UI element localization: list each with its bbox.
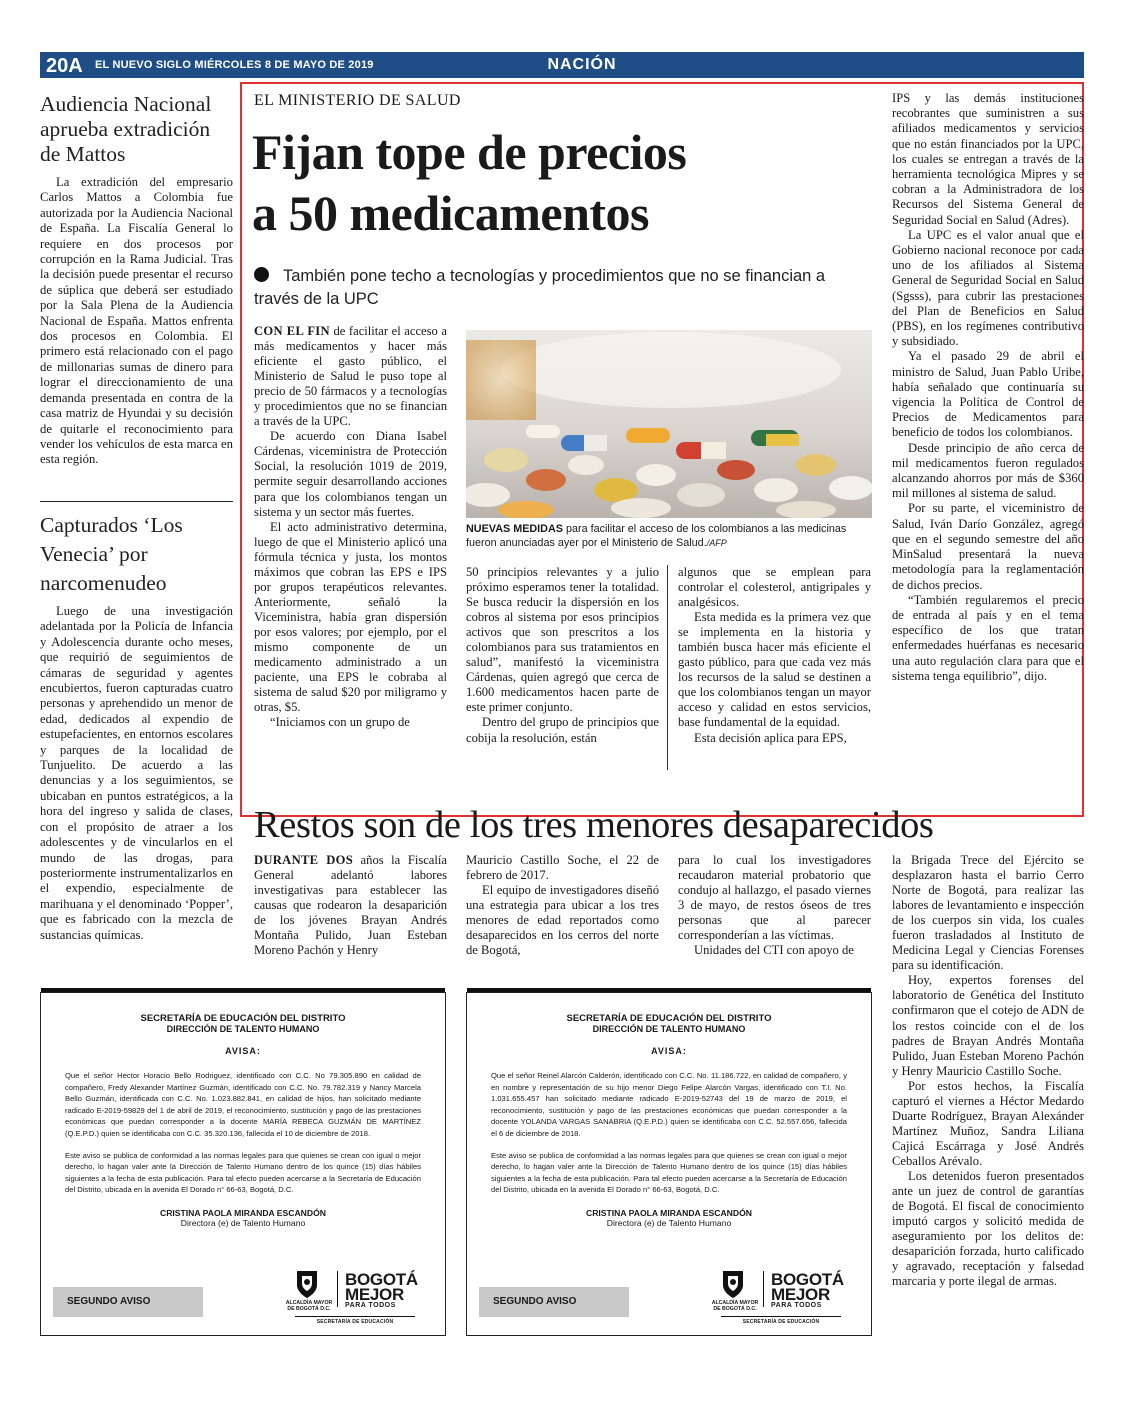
- left-story-2-headline: Capturados ‘Los Venecia’ por narcomenudeo: [40, 513, 183, 595]
- story-headline: [252, 122, 686, 244]
- publication-date: EL NUEVO SIGLO MIÉRCOLES 8 DE MAYO DE 2019: [95, 59, 374, 71]
- story-col4-p3: Ya el pasado 29 de abril el ministro de Salud, Juan Pablo Uribe, había señalado que continuaría su vigencia la Política de Control de Precios de Medicamentos para beneficio de todos los colombianos.: [892, 349, 1084, 440]
- ad-top-rule: [41, 988, 445, 992]
- story-deck-text: También pone techo a tecnologías y procedimientos que no se financian a través de la UPC: [254, 267, 826, 308]
- restos-col3-p1: para lo cual los investigadores recaudaron material probatorio que condujo al hallazgo, el pasado viernes 3 de mayo, de restos óseos de tres personas que al parecer corresponderían a las víctimas.: [678, 853, 871, 943]
- story-headline-line-1: Fijan tope de precios: [252, 124, 687, 180]
- story-column-4: [892, 91, 1084, 684]
- left-story-1-headline: Audiencia Nacional aprueba extradición de Mattos: [40, 92, 212, 166]
- ad-paragraph-1: Que el señor Hector Horacio Bello Rodriguez, identificado con C.C. No 79.305.890 en calidad de compañero, Fredy Alexander Martínez Guzmán, identificado con C.C. No. 79.782.319 y Nancy Marcela Bello Guzmán, identificada con C.C. No. 1.023.882.841, en calidad de hijos, han solicitado mediante radicado E-2019-59829 del 1 de abril de 2019, el reconocimiento, sustitución y pago de las prestaciones económicas que puedan corresponder a la docente MARÍA REBECA GUZMÁN DE MARTÍNEZ (Q.E.P.D.) quien se identificaba con C.C. 35.320.136, fallecida el 10 de diciembre de 2018.: [65, 1071, 421, 1138]
- bogota-logo: [711, 1269, 851, 1329]
- restos-col1-p1: años la Fiscalía General adelantó labores investigativas para establecer las causas que rodearon la desaparición de los jóvenes Brayan Andrés Montaña Pulido, Juan Esteban Moreno Pachón y Henry: [254, 853, 447, 958]
- story-kicker: EL MINISTERIO DE SALUD: [254, 92, 461, 109]
- secretaria-text: SECRETARÍA DE EDUCACIÓN: [721, 1316, 841, 1325]
- story-col1-p3: El acto administrativo determina, luego de que el Ministerio aplicó una fórmula técnica y justa, los montos máximos que cobran las EPS e IPS por grupos terapéuticos relevantes. Anteriormente, señaló la Viceministra, había gran dispersión por esos valores; por ejemplo, por el mismo componente de un medicamento administrado a un paciente, una EPS le cobraba al sistema de salud $20 por miligramo y otras, $5.: [254, 519, 447, 715]
- restos-col2-p1: Mauricio Castillo Soche, el 22 de febrero de 2017.: [466, 853, 659, 883]
- story-col4-p6: “También regularemos el precio de entrada al país y en el tema específico de los que tratan enfermedades huérfanas es necesario una auto regulación clara para que el sistema tenga equilibrio”, dijo.: [892, 592, 1084, 683]
- ad-top-rule: [467, 988, 871, 992]
- ad-avisa: AVISA:: [651, 1046, 687, 1056]
- story-col3-p2: Esta medida es la primera vez que se implementa en la historia y también busca hacer más eficiente el gasto público, para que cada vez más los recursos de la salud se destinen a que los colombianos tengan un mayor acceso y calidad en estos servicios, base fundamental de la equidad.: [678, 610, 871, 730]
- restos-col2-p2: El equipo de investigadores diseñó una estrategia para ubicar a los tres menores de edad reportados como desaparecidos en los cerros del norte de Bogotá,: [466, 883, 659, 958]
- pills-photo-illustration: [466, 330, 872, 518]
- restos-col4-p1: la Brigada Trece del Ejército se desplazaron hasta el barrio Cerro Norte de Bogotá, para realizar las labores de levantamiento e inspección de los cuerpos sin vida, los cuales fueron trasladados al Instituto de Medicina Legal y Ciencias Forenses para su identificación.: [892, 853, 1084, 973]
- story-headline-line-2: a 50 medicamentos: [252, 185, 649, 241]
- story-col1-p1: de facilitar el acceso a más medicamentos y hacer más eficiente el gasto público, el Ministerio de Salud le puso tope al precio de 50 fármacos y a tecnologías y procedimientos que no se financian a través de la UPC.: [254, 324, 447, 429]
- story-deck: [254, 265, 866, 311]
- ad-signer: CRISTINA PAOLA MIRANDA ESCANDÓN: [586, 1207, 752, 1218]
- story-col4-p1: IPS y las demás instituciones recobrantes que suministren a sus afiliados medicamentos y servicios que no están financiados por la UPC, los cuales se entregan a través de la herramienta tecnológica Mipres y se cobran a la Administradora de los Recursos del Sistema General de Seguridad Social en Salud (Adres).: [892, 91, 1084, 227]
- coat-of-arms-icon: [293, 1269, 321, 1299]
- ad-avisa: AVISA:: [225, 1046, 261, 1056]
- ad-badge: SEGUNDO AVISO: [479, 1287, 629, 1317]
- alcaldia-text: ALCALDÍA MAYOR DE BOGOTÁ D.C.: [711, 1300, 759, 1312]
- left-story-2: [40, 511, 233, 943]
- story-col4-p2: La UPC es el valor anual que el Gobierno nacional reconoce por cada uno de los afiliados al Sistema General de Seguridad Social en Salud (Sgsss), para cubrir las prestaciones del Plan de Beneficios en Salud (PBS), en los regímenes contributivo y subsidiado.: [892, 227, 1084, 349]
- secretaria-text: SECRETARÍA DE EDUCACIÓN: [295, 1316, 415, 1325]
- logo-divider: [763, 1271, 764, 1307]
- story-column-2: [466, 565, 659, 746]
- pills-photo: [466, 330, 872, 518]
- restos-column-4: [892, 853, 1084, 1289]
- ad-signer-role: Directora (e) de Talento Humano: [606, 1217, 732, 1228]
- story-col2-p1: 50 principios relevantes y a julio próximo esperamos tener la totalidad. Se busca reducir la dispersión en los cobros al sistema por esos principios activos que son prescritos a los colombianos para sus tratamientos en salud”, manifestó la viceministra Cárdenas, quien agregó que cerca de 1.600 medicamentos hacen parte de este primer conjunto.: [466, 565, 659, 715]
- story-col3-p1: algunos que se emplean para controlar el colesterol, antigripales y analgésicos.: [678, 565, 871, 610]
- column-divider: [667, 565, 668, 770]
- ad-title: SECRETARÍA DE EDUCACIÓN DEL DISTRITO: [566, 1013, 772, 1024]
- story-column-1: [254, 324, 447, 730]
- ad-subtitle: DIRECCIÓN DE TALENTO HUMANO: [166, 1024, 320, 1034]
- ad-paragraph-2: Este aviso se publica de conformidad a las normas legales para que quienes se crean con igual o mejor derecho, lo hagan valer ante la Dirección de Talento Humano dentro de los quince (15) días hábiles siguientes a la fecha de esta publicación. Para tal efecto pueden acercarse a la Secretaría de Educación del Distrito, ubicada en la avenida El Dorado n° 66-63, Bogotá, D.C.: [491, 1150, 847, 1195]
- restos-column-1: [254, 853, 447, 958]
- story-column-3: [678, 565, 871, 746]
- restos-column-2: [466, 853, 659, 958]
- ad-subtitle: DIRECCIÓN DE TALENTO HUMANO: [592, 1024, 746, 1034]
- ad-paragraph-2: Este aviso se publica de conformidad a las normas legales para que quienes se crean con igual o mejor derecho, lo hagan valer ante la Dirección de Talento Humano dentro de los quince (15) días hábiles siguientes a la fecha de esta publicación. Para tal efecto pueden acercarse a la Secretaría de Educación del Distrito, ubicada en la avenida El Dorado n° 66-63, Bogotá, D.C.: [65, 1150, 421, 1195]
- left-story-2-body: Luego de una investigación adelantada por la Policía de Infancia y Adolescencia durante ocho meses, que requirió de seguimientos de cámaras de seguridad y agentes encubiertos, fueron capturadas cuatro personas y aprehendido un menor de edad, dedicados al expendio de estupefacientes, en entornos escolares y parques de la localidad de Tunjuelito. De acuerdo a las denuncias y a los seguimientos, se ubicaban en puntos estratégicos, a la hora del ingreso y salida de clases, con el propósito de atraer a los adolescentes y de vincularlos en el mundo de las drogas, para posteriormente instrumentalizarlos en el expendio, especialmente de marihuana y el denominado ‘Popper’, que es fabricado con la mezcla de sustancias químicas.: [40, 604, 233, 942]
- bullet-icon: [254, 267, 269, 282]
- left-story-1-body: La extradición del empresario Carlos Mattos a Colombia fue autorizada por la Audiencia Nacional de España. La Fiscalía General lo requiere en dos procesos por corrupción en la Rama Judicial. Tras la decisión puede presentar el recurso de súplica que deberá ser estudiado por la Sala Plena de la Audiencia Nacional de España. Mattos enfrenta dos procesos en Colombia. El primero está relacionado con el pago de millonarias sumas de dinero para lograr el direccionamiento de una demanda presentada en contra de la casa matriz de Hyundai y su decisión de quitarle el reconocimiento para vender los vehículos de esta marca en esta región.: [40, 175, 233, 467]
- restos-headline: Restos son de los tres menores desaparecidos: [254, 804, 934, 846]
- story-col2-p2: Dentro del grupo de principios que cobija la resolución, están: [466, 715, 659, 745]
- ad-paragraph-1: Que el señor Reinel Alarcón Calderón, identificado con C.C. No. 11.186.722, en calidad de compañero, y en nombre y representación de su hijo menor Diego Felipe Alarcón Vargas, identificado con T.I. No. 1.031.655.457 han solicitado mediante radicado E-2019-52743 del 19 de marzo de 2019, el reconocimiento, sustitución y pago de las prestaciones económicas que puedan corresponder a la docente YOLANDA VARGAS SANABRIA (Q.E.P.D.) quien se identificaba con C.C. 52.557.656, fallecida el 6 de diciembre de 2018.: [491, 1071, 847, 1138]
- story-lead: CON EL FIN: [254, 324, 330, 338]
- restos-col3-p2: Unidades del CTI con apoyo de: [694, 943, 854, 958]
- story-col1-p4: “Iniciamos con un grupo de: [270, 715, 410, 730]
- story-col1-p2: De acuerdo con Diana Isabel Cárdenas, viceministra de Protección Social, la resolución 1019 de 2019, permite seguir desarrollando acciones para que los colombianos tengan un sistema y un sector más fuertes.: [254, 429, 447, 519]
- logo-divider: [337, 1271, 338, 1307]
- caption-lead: NUEVAS MEDIDAS: [466, 523, 563, 535]
- bogota-wordmark: BOGOTÁ MEJOR PARA TODOS: [771, 1270, 844, 1309]
- photo-caption: [466, 522, 876, 550]
- bogota-wordmark: BOGOTÁ MEJOR PARA TODOS: [345, 1270, 418, 1309]
- restos-column-3: [678, 853, 871, 958]
- legal-notice-ad-1: [40, 992, 446, 1336]
- section-name: NACIÓN: [547, 56, 617, 73]
- left-story-1: [40, 92, 233, 468]
- alcaldia-text: ALCALDÍA MAYOR DE BOGOTÁ D.C.: [285, 1300, 333, 1312]
- caption-text: para facilitar el acceso de los colombianos a las medicinas fueron anunciadas ayer por el Ministerio de Salud.: [466, 523, 847, 549]
- ad-badge: SEGUNDO AVISO: [53, 1287, 203, 1317]
- divider: [40, 501, 233, 502]
- story-col3-p3: Esta decisión aplica para EPS,: [694, 730, 847, 745]
- restos-col4-p3: Por estos hechos, la Fiscalía capturó el viernes a Héctor Medardo Duarte Rodríguez, Brayan Alexánder Martínez Muñoz, Sandra Liliana Cajicá Escárraga y José Andrés Ceballos Arévalo.: [892, 1078, 1084, 1168]
- story-col4-p4: Desde principio de año cerca de mil medicamentos fueron regulados alcanzando ahorros por más de $360 mil millones al sistema de salud.: [892, 440, 1084, 501]
- ad-title: SECRETARÍA DE EDUCACIÓN DEL DISTRITO: [140, 1013, 346, 1024]
- page-number: 20A: [46, 55, 83, 77]
- story-col4-p5: Por su parte, el viceministro de Salud, Iván Darío González, agregó que en el segundo semestre del año MinSalud presentará la nueva metodología para la reglamentación de dichos precios.: [892, 501, 1084, 592]
- legal-notice-ad-2: [466, 992, 872, 1336]
- ad-signer: CRISTINA PAOLA MIRANDA ESCANDÓN: [160, 1207, 326, 1218]
- ad-signer-role: Directora (e) de Talento Humano: [180, 1217, 306, 1228]
- page-header-band: [40, 52, 1084, 78]
- restos-col4-p4: Los detenidos fueron presentados ante un juez de control de garantías de Bogotá. El fiscal de conocimiento imputó cargos y solicitó medida de aseguramiento por los delitos de: desaparición forzada, hurto calificado y agravado, receptación y falsedad marcaria y porte ilegal de armas.: [892, 1168, 1084, 1289]
- restos-col4-p2: Hoy, expertos forenses del laboratorio de Genética del Instituto confirmaron que el cotejo de ADN de los restos coincide con el de los padres de Brayan Andrés Montaña Pulido, Juan Esteban Moreno Pachón y Henry Mauricio Castillo Soche.: [892, 973, 1084, 1078]
- coat-of-arms-icon: [719, 1269, 747, 1299]
- bogota-logo: [285, 1269, 425, 1329]
- restos-lead: DURANTE DOS: [254, 853, 354, 867]
- photo-credit: /AFP: [706, 538, 727, 548]
